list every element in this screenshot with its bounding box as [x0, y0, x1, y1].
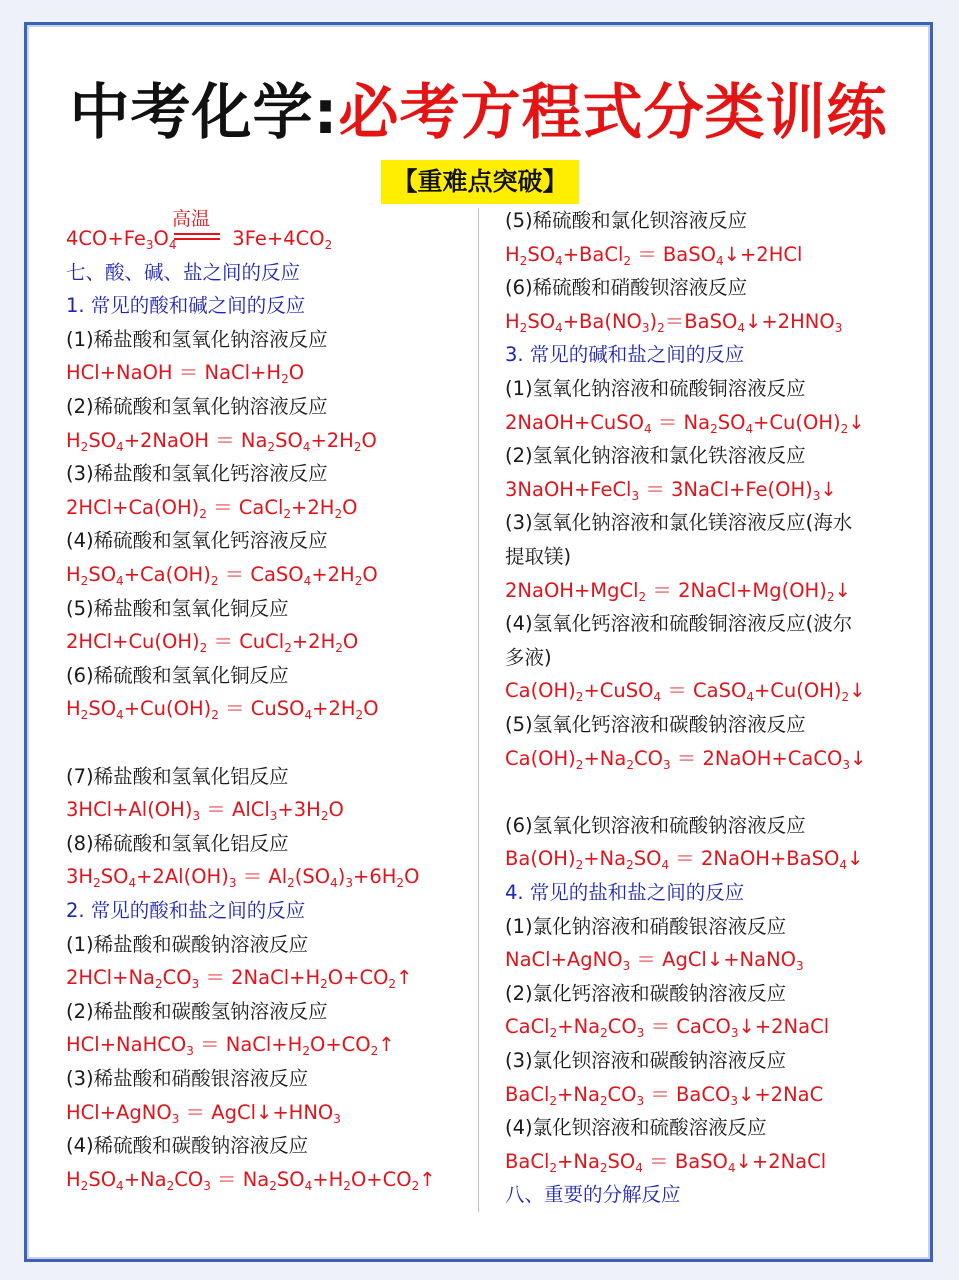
reaction-condition-label: 高温	[172, 208, 211, 230]
equation-line: HCl+NaOH ＝ $NaCl+H_2O$	[66, 361, 305, 387]
equation-line: NaCl+AgNO$_3$ ＝ AgCl↓+NaNO$_3$	[505, 948, 804, 974]
equation-line: 3NaOH+FeCl$_3$ ＝ $3NaCl+Fe(OH)_3↓$	[505, 477, 837, 503]
section-heading: 七、酸、碱、盐之间的反应	[66, 260, 301, 284]
description-line: (5)氢氧化钙溶液和碳酸钠溶液反应	[505, 713, 806, 736]
equation-line: $H_2SO_4+Ca(OH)_2$ ＝ $CaSO_4+2H_2O$	[66, 563, 378, 588]
section-heading: 八、重要的分解反应	[505, 1183, 681, 1207]
equation-line: $Ca(OH)_2+Na_2CO_3$ ＝ 2NaOH+CaCO$_3$↓	[505, 746, 867, 772]
title-red: 必考方程式分类训练	[338, 78, 888, 148]
description-line: (2)氢氧化钠溶液和氯化铁溶液反应	[505, 444, 806, 468]
badge: 【重难点突破】	[381, 160, 579, 204]
description-line: (2)稀盐酸和碳酸氢钠溶液反应	[66, 999, 328, 1023]
equation-line: $BaCl_2+Na_2CO_3$ ＝ BaCO$_3$↓+2NaC	[505, 1082, 824, 1108]
page-title	[24, 78, 933, 148]
description-line: (3)稀盐酸和硝酸银溶液反应	[66, 1067, 309, 1090]
equation-line: $3H_2SO_4+2Al(OH)_3 = Al_2(SO_4)_3+6H_2O$	[66, 865, 420, 891]
description-line: (6)氢氧化钡溶液和硫酸钠溶液反应	[505, 813, 806, 837]
description-line: (1)稀盐酸和氢氧化钠溶液反应	[66, 327, 328, 351]
equation-line: $2HCl+Ca(OH)_2$ ＝ $CaCl_2+2H_2O$	[66, 495, 358, 521]
description-line: (4)稀硫酸和氢氧化钙溶液反应	[66, 529, 328, 553]
description-line: (7)稀盐酸和氢氧化铝反应	[66, 764, 289, 788]
section-heading: 3. 常见的碱和盐之间的反应	[505, 343, 745, 367]
equation-line: $2HCl+Na_2CO_3$ ＝ $2NaCl+H_2O+CO_2↑$	[66, 966, 413, 992]
equation-line: 2NaOH+MgCl$_2$ ＝ $2NaCl+Mg(OH)_2↓$	[505, 578, 851, 604]
description-line: (3)稀盐酸和氢氧化钙溶液反应	[66, 462, 328, 486]
equation-line: $H_2SO_4+2NaOH = Na_2SO_4+2H_2O$	[66, 428, 377, 454]
equation-line: $H_2SO_4+Na_2CO_3$ ＝ $Na_2SO_4+H_2O+CO_2↑$	[66, 1167, 436, 1193]
description-line: (3)氢氧化钠溶液和氯化镁溶液反应(海水	[505, 511, 853, 535]
equation-line: $BaCl_2+Na_2SO_4$ ＝ BaSO$_4$↓+2NaCl	[505, 1149, 827, 1175]
description-line: 提取镁)	[505, 545, 572, 568]
column-divider	[478, 208, 479, 1212]
equation-line: HCl+NaHCO$_3$ ＝ $NaCl+H_2O+CO_2↑$	[66, 1033, 395, 1059]
equation-line: $H_2SO_4+Ba(NO_3)_2=BaSO_4↓+2HNO_3$	[505, 309, 843, 335]
equation-line: 2NaOH+CuSO$_4$ ＝ $Na_2SO_4+Cu(OH)_2↓$	[505, 410, 865, 436]
description-line: (5)稀硫酸和氯化钡溶液反应	[505, 209, 748, 232]
description-line: (1)氢氧化钠溶液和硫酸铜溶液反应	[505, 377, 806, 400]
equation-line: $Ba(OH)_2+Na_2SO_4$ ＝ 2NaOH+BaSO$_4$↓	[505, 847, 864, 873]
section-heading: 4. 常见的盐和盐之间的反应	[505, 881, 745, 904]
section-heading: 2. 常见的酸和盐之间的反应	[66, 899, 306, 922]
description-line: (4)稀硫酸和碳酸钠溶液反应	[66, 1134, 309, 1158]
equation-line: HCl+AgNO$_3$ ＝ $AgCl↓+HNO_3$	[66, 1100, 341, 1126]
equation-line: $Ca(OH)_2+CuSO_4$ ＝ $CaSO_4+Cu(OH)_2↓$	[505, 679, 866, 705]
description-line: (1)稀盐酸和碳酸钠溶液反应	[66, 932, 309, 956]
title-black: 中考化学:	[69, 78, 339, 148]
description-line: (4)氯化钡溶液和硫酸溶液反应	[505, 1116, 767, 1140]
description-line: (6)稀硫酸和硝酸钡溶液反应	[505, 276, 748, 300]
description-line: (6)稀硫酸和氢氧化铜反应	[66, 663, 289, 687]
description-line: 多液)	[505, 645, 552, 669]
equation-line: $4CO+Fe_3O_4$ $3Fe+4CO_2$	[66, 227, 333, 252]
equation-line: $3HCl+Al(OH)_3$ ＝ $AlCl_3+3H_2O$	[66, 798, 344, 824]
description-line: (4)氢氧化钙溶液和硫酸铜溶液反应(波尔	[505, 612, 853, 636]
equation-line: $CaCl_2+Na_2CO_3$ ＝ CaCO$_3$↓+2NaCl	[505, 1015, 830, 1041]
equation-line: $H_2SO_4+Cu(OH)_2$ ＝ $CuSO_4+2H_2O$	[66, 697, 379, 723]
description-line: (5)稀盐酸和氢氧化铜反应	[66, 596, 289, 620]
description-line: (2)氯化钙溶液和碳酸钠溶液反应	[505, 981, 787, 1005]
equation-line: $2HCl+Cu(OH)_2$ ＝ $CuCl_2+2H_2O$	[66, 630, 359, 656]
section-heading: 1. 常见的酸和碱之间的反应	[66, 294, 306, 318]
description-line: (8)稀硫酸和氢氧化铝反应	[66, 831, 289, 855]
description-line: (2)稀硫酸和氢氧化钠溶液反应	[66, 395, 328, 418]
description-line: (3)氯化钡溶液和碳酸钠溶液反应	[505, 1049, 787, 1072]
description-line: (1)氯化钠溶液和硝酸银溶液反应	[505, 914, 787, 938]
equation-line: $H_2SO_4+BaCl_2$ ＝ BaSO$_4$↓+2HCl	[505, 242, 803, 268]
